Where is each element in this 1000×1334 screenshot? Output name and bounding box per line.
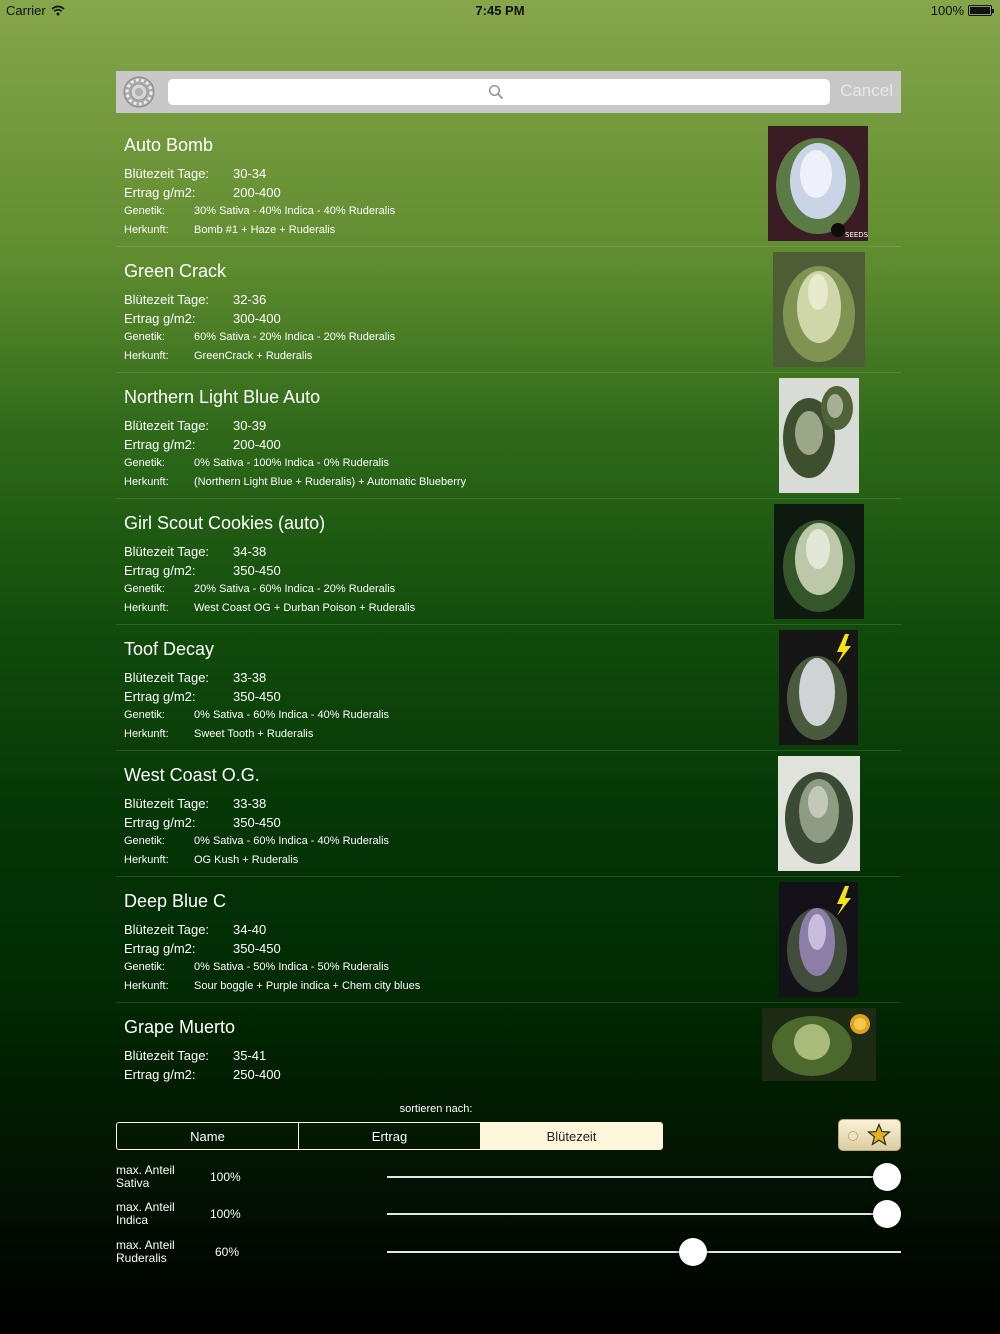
slider-value: 60%: [215, 1245, 240, 1259]
bluetezeit-value: 33-38: [233, 796, 267, 811]
slider-row-ruderalis: [116, 1239, 901, 1275]
genetik-label: Genetik:: [124, 205, 165, 217]
plant-photo: [762, 1008, 876, 1081]
ertrag-value: 350-450: [233, 563, 281, 578]
slider-value: 100%: [210, 1207, 241, 1221]
plant-photo: [779, 630, 858, 745]
ertrag-value: 250-400: [233, 1067, 281, 1082]
star-icon: [867, 1123, 891, 1147]
herkunft-value: GreenCrack + Ruderalis: [194, 350, 313, 362]
genetik-value: 30% Sativa - 40% Indica - 40% Ruderalis: [194, 205, 396, 217]
ertrag-label: Ertrag g/m2:: [124, 311, 196, 326]
bluetezeit-value: 35-41: [233, 1048, 267, 1063]
bluetezeit-value: 34-40: [233, 922, 267, 937]
list-item[interactable]: [116, 499, 901, 625]
ertrag-label: Ertrag g/m2:: [124, 1067, 196, 1082]
genetik-value: 0% Sativa - 60% Indica - 40% Ruderalis: [194, 835, 390, 847]
genetik-value: 60% Sativa - 20% Indica - 20% Ruderalis: [194, 331, 396, 343]
genetik-label: Genetik:: [124, 961, 165, 973]
ertrag-value: 350-450: [233, 941, 281, 956]
genetik-label: Genetik:: [124, 709, 165, 721]
plant-photo: [773, 252, 865, 367]
slider-row-sativa: [116, 1164, 901, 1200]
genetik-label: Genetik:: [124, 583, 165, 595]
slider-track[interactable]: [387, 1176, 901, 1178]
genetik-label: Genetik:: [124, 457, 165, 469]
bluetezeit-value: 32-36: [233, 292, 267, 307]
plant-photo: [774, 504, 864, 619]
slider-knob[interactable]: [873, 1163, 901, 1191]
bluetezeit-label: Blütezeit Tage:: [124, 670, 210, 685]
genetik-value: 0% Sativa - 50% Indica - 50% Ruderalis: [194, 961, 390, 973]
battery-icon: [968, 5, 992, 16]
genetik-value: 20% Sativa - 60% Indica - 20% Ruderalis: [194, 583, 396, 595]
strain-name: Grape Muerto: [124, 1017, 236, 1037]
slider-value: 100%: [210, 1170, 241, 1184]
ertrag-label: Ertrag g/m2:: [124, 185, 196, 200]
strain-name: Toof Decay: [124, 639, 215, 659]
genetik-label: Genetik:: [124, 835, 165, 847]
herkunft-label: Herkunft:: [124, 224, 169, 236]
sort-option-bluetezeit[interactable]: Blütezeit: [481, 1123, 662, 1149]
herkunft-label: Herkunft:: [124, 602, 169, 614]
bluetezeit-value: 33-38: [233, 670, 267, 685]
ertrag-label: Ertrag g/m2:: [124, 941, 196, 956]
sort-segmented-control: [116, 1122, 663, 1150]
herkunft-value: Sour boggle + Purple indica + Chem city blues: [194, 980, 421, 992]
strain-name: West Coast O.G.: [124, 765, 260, 785]
ertrag-label: Ertrag g/m2:: [124, 815, 196, 830]
plant-photo: [778, 756, 860, 871]
ertrag-value: 200-400: [233, 185, 281, 200]
sort-option-ertrag[interactable]: Ertrag: [299, 1123, 481, 1149]
bluetezeit-value: 34-38: [233, 544, 267, 559]
sort-label: sortieren nach:: [399, 1103, 473, 1115]
ertrag-value: 350-450: [233, 689, 281, 704]
slider-label: max. Anteil Ruderalis: [116, 1238, 175, 1265]
bluetezeit-label: Blütezeit Tage:: [124, 544, 210, 559]
list-item[interactable]: [116, 625, 901, 751]
search-input[interactable]: [168, 79, 830, 105]
ertrag-value: 200-400: [233, 437, 281, 452]
bluetezeit-label: Blütezeit Tage:: [124, 418, 210, 433]
search-icon: [488, 84, 504, 100]
search-bar: [116, 71, 901, 113]
status-bar: [0, 0, 1000, 22]
slider-knob[interactable]: [873, 1200, 901, 1228]
ertrag-value: 350-450: [233, 815, 281, 830]
list-item[interactable]: [116, 877, 901, 1003]
herkunft-label: Herkunft:: [124, 728, 169, 740]
herkunft-label: Herkunft:: [124, 350, 169, 362]
ertrag-label: Ertrag g/m2:: [124, 563, 196, 578]
herkunft-value: West Coast OG + Durban Poison + Ruderalis: [194, 602, 416, 614]
slider-label: max. Anteil Indica: [116, 1200, 175, 1227]
list-item[interactable]: [116, 121, 901, 247]
bluetezeit-label: Blütezeit Tage:: [124, 1048, 210, 1063]
plant-photo: [779, 378, 859, 493]
slider-track[interactable]: [387, 1251, 901, 1253]
battery-percent: 100%: [930, 3, 964, 18]
slider-label: max. Anteil Sativa: [116, 1163, 175, 1190]
herkunft-value: (Northern Light Blue + Ruderalis) + Automatic Blueberry: [194, 476, 467, 488]
bluetezeit-label: Blütezeit Tage:: [124, 796, 210, 811]
plant-photo: [779, 882, 858, 997]
slider-knob[interactable]: [679, 1238, 707, 1266]
gear-icon[interactable]: [122, 75, 156, 109]
bluetezeit-label: Blütezeit Tage:: [124, 292, 210, 307]
plant-photo: [768, 126, 868, 241]
strain-name: Auto Bomb: [124, 135, 214, 155]
slider-track[interactable]: [387, 1213, 901, 1215]
cancel-button[interactable]: Cancel: [840, 81, 893, 100]
list-item[interactable]: [116, 751, 901, 877]
bluetezeit-value: 30-34: [233, 166, 267, 181]
favorites-toggle[interactable]: [838, 1119, 901, 1151]
slider-row-indica: [116, 1201, 901, 1237]
sort-option-name[interactable]: Name: [117, 1123, 299, 1149]
strain-list[interactable]: [116, 121, 901, 1086]
bluetezeit-label: Blütezeit Tage:: [124, 922, 210, 937]
toggle-indicator: [848, 1131, 858, 1141]
ertrag-label: Ertrag g/m2:: [124, 689, 196, 704]
list-item[interactable]: [116, 1003, 901, 1086]
ertrag-label: Ertrag g/m2:: [124, 437, 196, 452]
herkunft-value: OG Kush + Ruderalis: [194, 854, 299, 866]
status-time: 7:45 PM: [475, 3, 525, 18]
carrier-label: Carrier: [6, 3, 46, 18]
genetik-value: 0% Sativa - 100% Indica - 0% Ruderalis: [194, 457, 390, 469]
strain-name: Northern Light Blue Auto: [124, 387, 321, 407]
bluetezeit-value: 30-39: [233, 418, 267, 433]
herkunft-label: Herkunft:: [124, 476, 169, 488]
strain-name: Deep Blue C: [124, 891, 227, 911]
list-item[interactable]: [116, 373, 901, 499]
strain-name: Girl Scout Cookies (auto): [124, 513, 326, 533]
list-item[interactable]: [116, 247, 901, 373]
ertrag-value: 300-400: [233, 311, 281, 326]
svg-text:SEEDS: SEEDS: [845, 231, 868, 239]
genetik-value: 0% Sativa - 60% Indica - 40% Ruderalis: [194, 709, 390, 721]
herkunft-value: Bomb #1 + Haze + Ruderalis: [194, 224, 336, 236]
herkunft-label: Herkunft:: [124, 854, 169, 866]
strain-name: Green Crack: [124, 261, 227, 281]
bluetezeit-label: Blütezeit Tage:: [124, 166, 210, 181]
herkunft-label: Herkunft:: [124, 980, 169, 992]
genetik-label: Genetik:: [124, 331, 165, 343]
herkunft-value: Sweet Tooth + Ruderalis: [194, 728, 314, 740]
